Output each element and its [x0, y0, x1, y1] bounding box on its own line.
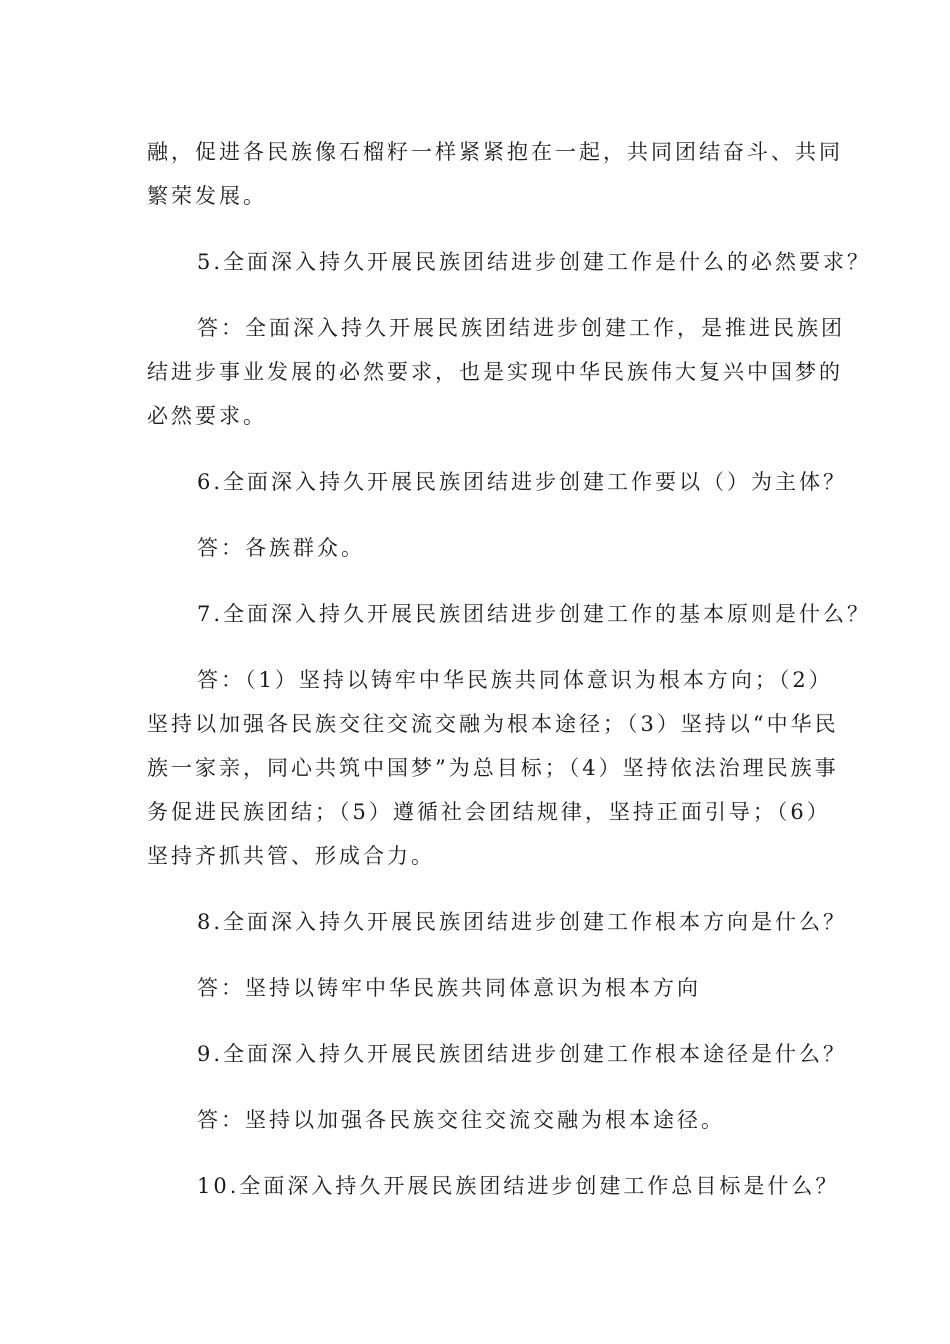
document-page — [147, 130, 872, 1230]
answer-text: 必然要求。 — [147, 404, 267, 428]
answer-5 — [147, 306, 845, 438]
answer-text: 答：全面深入持久开展民族团结进步创建工作，是推进民族团 — [197, 316, 845, 340]
question-text: 8.全面深入持久开展民族团结进步创建工作根本方向是什么？ — [197, 910, 848, 934]
answer-text: 答：（1）坚持以铸牢中华民族共同体意识为根本方向；（2） — [197, 668, 833, 692]
question-6 — [147, 460, 848, 504]
answer-text: 结进步事业发展的必然要求，也是实现中华民族伟大复兴中国梦的 — [147, 360, 843, 384]
question-text: 10.全面深入持久开展民族团结进步创建工作总目标是什么？ — [197, 1174, 840, 1198]
question-9 — [147, 1032, 848, 1076]
answer-text: 答：坚持以铸牢中华民族共同体意识为根本方向 — [197, 976, 701, 1000]
answer-text: 务促进民族团结；（5）遵循社会团结规律，坚持正面引导；（6） — [147, 800, 831, 824]
question-7 — [147, 592, 872, 636]
question-5 — [147, 240, 872, 284]
question-10 — [147, 1164, 840, 1208]
question-8 — [147, 900, 848, 944]
question-text: 7.全面深入持久开展民族团结进步创建工作的基本原则是什么？ — [197, 602, 872, 626]
answer-text: 答：各族群众。 — [197, 536, 365, 560]
answer-text: 族一家亲，同心共筑中国梦”为总目标；（4）坚持依法治理民族事 — [147, 756, 839, 780]
text-line: 繁荣发展。 — [147, 184, 267, 208]
answer-6 — [147, 526, 807, 570]
question-text: 9.全面深入持久开展民族团结进步创建工作根本途径是什么？ — [197, 1042, 848, 1066]
text-line: 融，促进各民族像石榴籽一样紧紧抱在一起，共同团结奋斗、共同 — [147, 140, 843, 164]
answer-text: 答：坚持以加强各民族交往交流交融为根本途径。 — [197, 1108, 725, 1132]
answer-9 — [147, 1098, 807, 1142]
question-text: 6.全面深入持久开展民族团结进步创建工作要以（）为主体？ — [197, 470, 848, 494]
paragraph-continuation — [147, 130, 843, 218]
answer-text: 坚持以加强各民族交往交流交融为根本途径；（3）坚持以“中华民 — [147, 712, 839, 736]
answer-8 — [147, 966, 807, 1010]
question-text: 5.全面深入持久开展民族团结进步创建工作是什么的必然要求？ — [197, 250, 872, 274]
answer-7 — [147, 658, 839, 878]
answer-text: 坚持齐抓共管、形成合力。 — [147, 844, 435, 868]
